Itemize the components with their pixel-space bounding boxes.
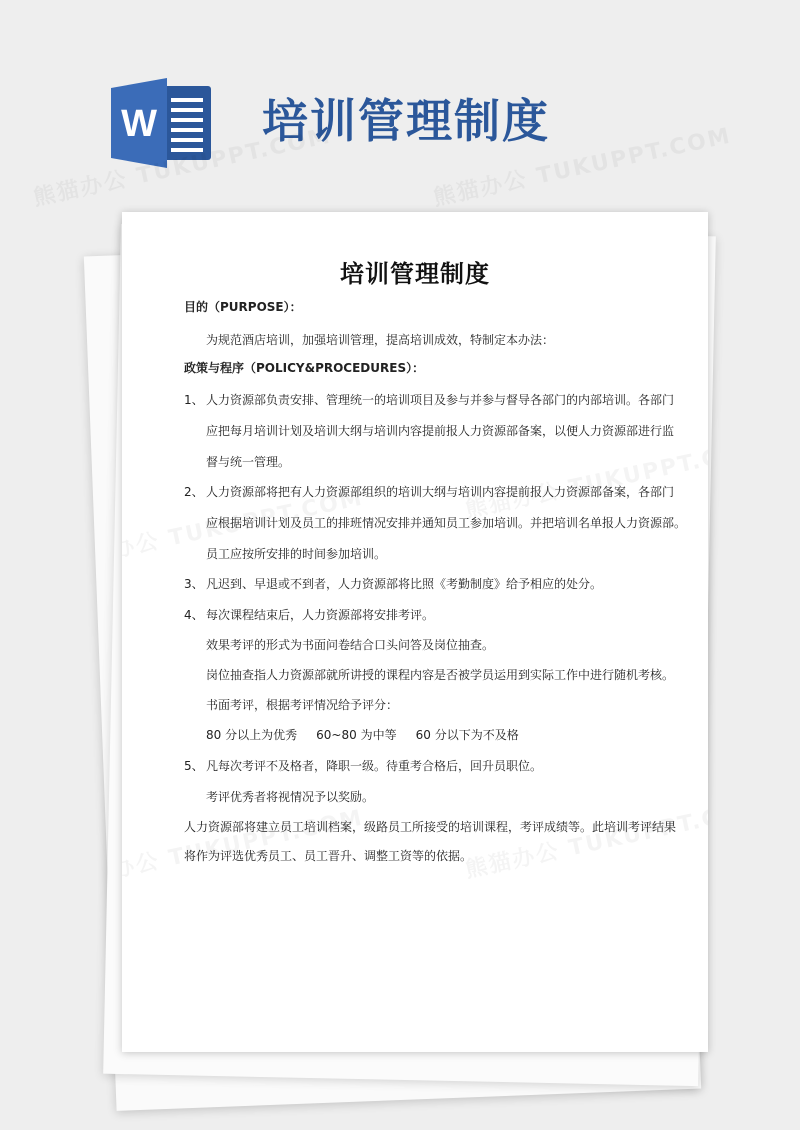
document-page [122, 212, 708, 1052]
list-item-line: 效果考评的形式为书面问卷结合口头问答及岗位抽查。 [206, 638, 495, 652]
item-number: 3、 [184, 577, 204, 591]
item-number: 1、 [184, 393, 204, 407]
list-item-line: 人力资源部负责安排、管理统一的培训项目及参与并参与督导各部门的内部培训。各部门 [206, 393, 675, 407]
watermark [462, 791, 708, 885]
header-title: 培训管理制度 [262, 94, 550, 148]
list-item-line: 书面考评，根据考评情况给予评分： [206, 698, 399, 712]
list-item-line: 凡迟到、早退或不到者，人力资源部将比照《考勤制度》给予相应的处分。 [206, 577, 603, 591]
grading-scale: 80 分以上为优秀 60~80 为中等 60 分以下为不及格 [206, 728, 519, 742]
list-item-line: 应根据培训计划及员工的排班情况安排并通知员工参加培训。并把培训名单报人力资源部。 [206, 516, 687, 530]
item-number: 5、 [184, 759, 204, 773]
list-item-line: 员工应按所安排的时间参加培训。 [206, 547, 387, 561]
watermark [462, 431, 708, 525]
closing-line: 将作为评选优秀员工、员工晋升、调整工资等的依据。 [184, 849, 473, 863]
document-title: 培训管理制度 [340, 260, 490, 288]
policy-heading: 政策与程序（POLICY&PROCEDURES）： [184, 361, 425, 375]
purpose-heading: 目的（PURPOSE）： [184, 300, 302, 314]
list-item-line: 每次课程结束后，人力资源部将安排考评。 [206, 608, 435, 622]
item-number: 4、 [184, 608, 204, 622]
list-item-line: 督与统一管理。 [206, 455, 291, 469]
list-item-line: 考评优秀者将视情况予以奖励。 [206, 790, 375, 804]
item-number: 2、 [184, 485, 204, 499]
list-item-line: 凡每次考评不及格者，降职一级。待重考合格后，回升员职位。 [206, 759, 543, 773]
purpose-text: 为规范酒店培训，加强培训管理，提高培训成效，特制定本办法： [206, 333, 555, 347]
list-item-line: 应把每月培训计划及培训大纲与培训内容提前报人力资源部备案，以便人力资源部进行监 [206, 424, 675, 438]
word-icon-letter: W [121, 103, 157, 145]
closing-line: 人力资源部将建立员工培训档案，级路员工所接受的培训课程，考评成绩等。此培训考评结果 [184, 820, 677, 834]
list-item-line: 岗位抽查指人力资源部就所讲授的课程内容是否被学员运用到实际工作中进行随机考核。 [206, 668, 675, 682]
list-item-line: 人力资源部将把有人力资源部组织的培训大纲与培训内容提前报人力资源部备案，各部门 [206, 485, 675, 499]
